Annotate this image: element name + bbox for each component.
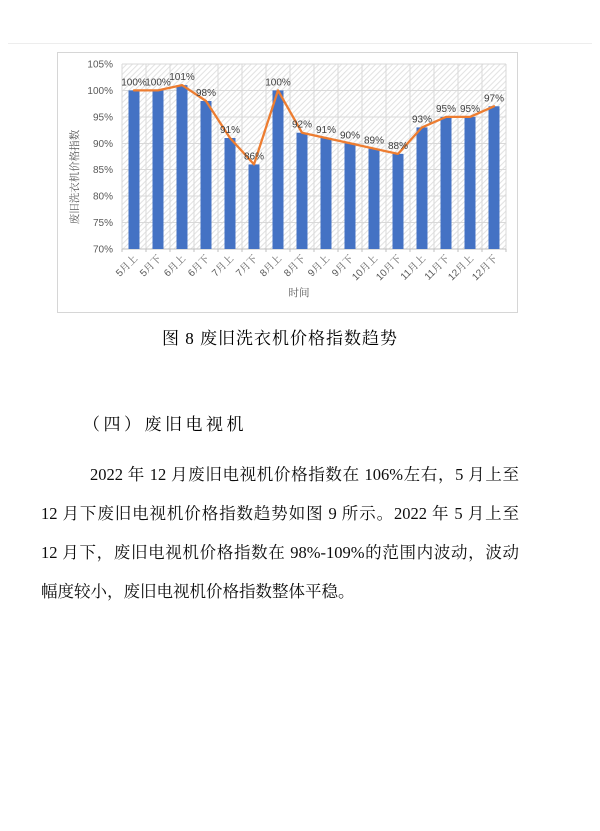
washing-machine-price-index-chart (57, 52, 518, 313)
page-top-rule (8, 43, 592, 44)
svg-text:8月下: 8月下 (282, 253, 309, 280)
svg-text:91%: 91% (219, 125, 241, 136)
svg-text:12月下: 12月下 (470, 253, 501, 284)
svg-text:101%: 101% (169, 72, 195, 84)
svg-text:12月上: 12月上 (446, 253, 477, 284)
figure-caption: 图 8 废旧洗衣机价格指数趋势 (162, 329, 398, 348)
svg-text:92%: 92% (291, 119, 313, 131)
svg-text:11月上: 11月上 (398, 253, 429, 283)
svg-text:80%: 80% (92, 191, 113, 203)
svg-text:91%: 91% (315, 125, 337, 136)
svg-text:6月上: 6月上 (162, 253, 189, 280)
svg-text:95%: 95% (92, 112, 113, 124)
svg-text:6月下: 6月下 (186, 253, 213, 280)
svg-text:100%: 100% (145, 77, 171, 89)
svg-text:7月上: 7月上 (210, 253, 237, 280)
svg-text:85%: 85% (92, 165, 113, 177)
svg-text:10月下: 10月下 (374, 253, 405, 284)
svg-text:90%: 90% (339, 130, 361, 142)
svg-text:105%: 105% (87, 59, 113, 71)
paragraph-line: 12 月下，废旧电视机价格指数在 98%-109%的范围内波动，波动 (41, 543, 519, 562)
svg-text:11月下: 11月下 (422, 253, 453, 283)
svg-text:废旧洗衣机价格指数: 废旧洗衣机价格指数 (69, 129, 81, 225)
chart-canvas (58, 53, 517, 312)
svg-text:7月下: 7月下 (234, 253, 261, 280)
paragraph-line: 12 月下废旧电视机价格指数趋势如图 9 所示。2022 年 5 月上至 (41, 504, 519, 523)
body-paragraph (41, 455, 519, 611)
svg-text:5月上: 5月上 (114, 253, 141, 280)
svg-text:89%: 89% (363, 135, 385, 147)
svg-text:9月下: 9月下 (330, 253, 357, 280)
svg-text:90%: 90% (92, 138, 113, 150)
paragraph-line: 幅度较小，废旧电视机价格指数整体平稳。 (41, 582, 355, 601)
svg-text:100%: 100% (87, 85, 113, 97)
svg-text:75%: 75% (92, 218, 113, 230)
svg-text:93%: 93% (411, 114, 433, 126)
svg-text:70%: 70% (92, 244, 113, 256)
svg-text:88%: 88% (387, 140, 409, 152)
svg-text:9月上: 9月上 (306, 253, 333, 280)
svg-text:98%: 98% (195, 88, 217, 99)
paragraph-line: 2022 年 12 月废旧电视机价格指数在 106%左右，5 月上至 (90, 465, 519, 484)
svg-text:100%: 100% (121, 77, 147, 89)
section-heading: （四）废旧电视机 (83, 415, 247, 434)
svg-text:10月上: 10月上 (350, 253, 381, 284)
svg-text:86%: 86% (243, 151, 265, 163)
svg-text:8月上: 8月上 (258, 253, 285, 280)
svg-text:时间: 时间 (288, 287, 310, 299)
svg-text:95%: 95% (435, 103, 457, 115)
svg-text:100%: 100% (265, 77, 291, 89)
svg-text:95%: 95% (459, 103, 481, 115)
svg-text:5月下: 5月下 (138, 253, 165, 280)
svg-text:97%: 97% (483, 93, 505, 105)
